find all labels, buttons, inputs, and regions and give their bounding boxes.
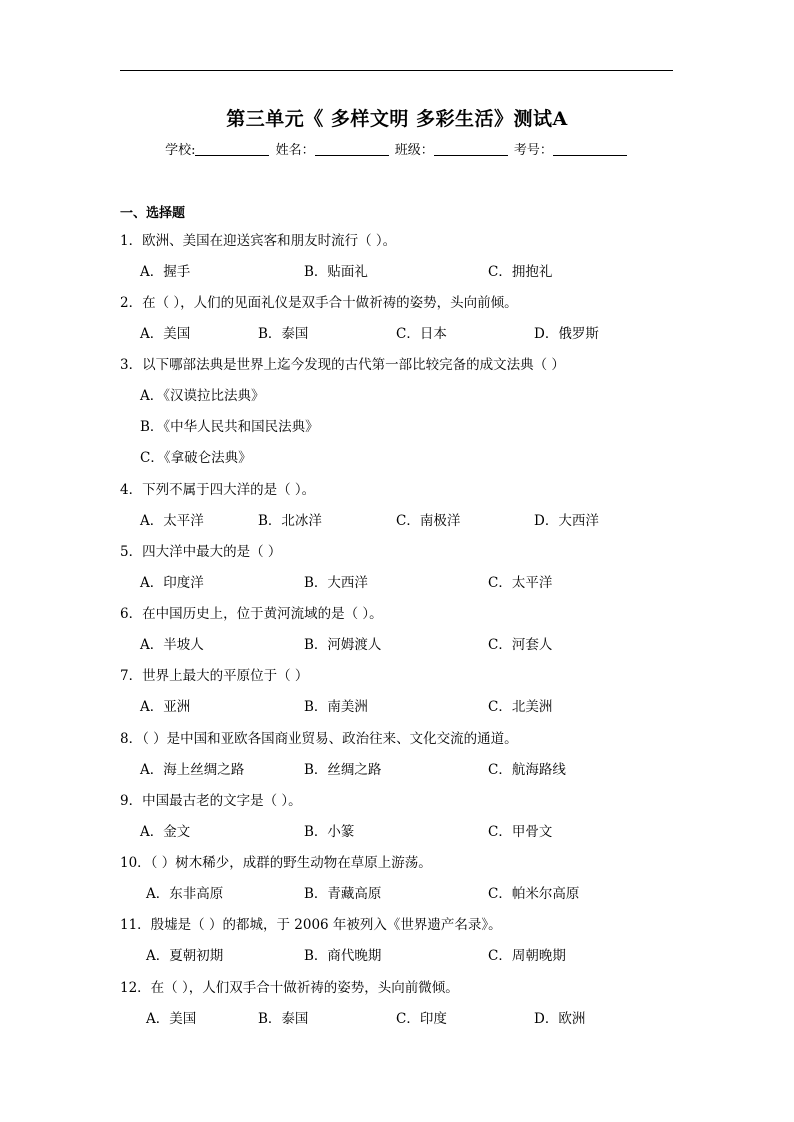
question-7: 7．世界上最大的平原位于（ ） xyxy=(120,668,309,684)
q5-option-a[interactable]: A．印度洋 xyxy=(140,575,204,591)
exam-no-label: 考号： xyxy=(513,143,553,158)
q6-option-a[interactable]: A．半坡人 xyxy=(140,637,204,653)
q7-option-b[interactable]: B．南美洲 xyxy=(304,699,368,715)
q4-option-a[interactable]: A．太平洋 xyxy=(140,513,204,529)
question-4: 4．下列不属于四大洋的是（ ）。 xyxy=(120,482,316,498)
q1-option-b[interactable]: B．贴面礼 xyxy=(304,264,368,280)
question-3: 3．以下哪部法典是世界上迄今发现的古代第一部比较完备的成文法典（ ） xyxy=(120,357,565,373)
name-label: 姓名： xyxy=(275,143,315,158)
q6-option-b[interactable]: B．河姆渡人 xyxy=(304,637,382,653)
school-blank[interactable] xyxy=(195,143,269,156)
question-9: 9．中国最古老的文字是（ ）。 xyxy=(120,793,302,809)
q4-option-d[interactable]: D．大西洋 xyxy=(534,513,599,529)
page-title: 第三单元《 多样文明 多彩生活》测试A xyxy=(226,108,568,130)
question-12: 12．在（ ），人们双手合十做祈祷的姿势，头向前微倾。 xyxy=(120,980,459,996)
q2-option-a[interactable]: A．美国 xyxy=(140,326,191,342)
q9-option-b[interactable]: B．小篆 xyxy=(304,824,355,840)
q6-option-c[interactable]: C．河套人 xyxy=(488,637,553,653)
q11-option-a[interactable]: A．夏朝初期 xyxy=(146,948,224,964)
q5-option-c[interactable]: C．太平洋 xyxy=(488,575,553,591)
q12-option-b[interactable]: B．泰国 xyxy=(258,1011,309,1027)
question-1: 1．欧洲、美国在迎送宾客和朋友时流行（ ）。 xyxy=(120,233,397,249)
q11-option-b[interactable]: B．商代晚期 xyxy=(304,948,382,964)
class-blank[interactable] xyxy=(434,143,508,156)
q2-option-b[interactable]: B．泰国 xyxy=(258,326,309,342)
q10-option-b[interactable]: B．青藏高原 xyxy=(304,886,382,902)
q7-option-a[interactable]: A．亚洲 xyxy=(140,699,191,715)
q3-option-c[interactable]: C．《拿破仑法典》 xyxy=(140,450,252,466)
q12-option-d[interactable]: D．欧洲 xyxy=(534,1011,586,1027)
question-2: 2．在（ ），人们的见面礼仪是双手合十做祈祷的姿势，头向前倾。 xyxy=(120,295,518,311)
q8-option-a[interactable]: A．海上丝绸之路 xyxy=(140,762,245,778)
q10-option-c[interactable]: C．帕米尔高原 xyxy=(488,886,580,902)
q8-option-c[interactable]: C．航海路线 xyxy=(488,762,566,778)
question-5: 5．四大洋中最大的是（ ） xyxy=(120,544,282,560)
name-blank[interactable] xyxy=(315,143,389,156)
school-label: 学校: xyxy=(165,143,196,158)
q12-option-a[interactable]: A．美国 xyxy=(146,1011,197,1027)
question-11: 11．殷墟是（ ）的都城，于 2006 年被列入《世界遗产名录》。 xyxy=(120,917,502,933)
q9-option-a[interactable]: A．金文 xyxy=(140,824,191,840)
q5-option-b[interactable]: B．大西洋 xyxy=(304,575,368,591)
q1-option-c[interactable]: C．拥抱礼 xyxy=(488,264,553,280)
q11-option-c[interactable]: C．周朝晚期 xyxy=(488,948,566,964)
q8-option-b[interactable]: B．丝绸之路 xyxy=(304,762,382,778)
student-info-line xyxy=(0,139,794,158)
q4-option-c[interactable]: C．南极洋 xyxy=(396,513,461,529)
question-8: 8．（ ）是中国和亚欧各国商业贸易、政治往来、文化交流的通道。 xyxy=(120,731,518,747)
exam-no-blank[interactable] xyxy=(553,143,627,156)
q3-option-b[interactable]: B．《中华人民共和国民法典》 xyxy=(140,419,319,435)
class-label: 班级： xyxy=(394,143,434,158)
q3-option-a[interactable]: A．《汉谟拉比法典》 xyxy=(140,388,265,404)
q4-option-b[interactable]: B．北冰洋 xyxy=(258,513,322,529)
q10-option-a[interactable]: A．东非高原 xyxy=(146,886,224,902)
section-heading: 一、选择题 xyxy=(120,206,186,221)
q9-option-c[interactable]: C．甲骨文 xyxy=(488,824,553,840)
q2-option-d[interactable]: D．俄罗斯 xyxy=(534,326,599,342)
question-6: 6．在中国历史上，位于黄河流域的是（ ）。 xyxy=(120,606,383,622)
q1-option-a[interactable]: A．握手 xyxy=(140,264,191,280)
header-rule xyxy=(120,70,673,71)
q7-option-c[interactable]: C．北美洲 xyxy=(488,699,553,715)
q2-option-c[interactable]: C．日本 xyxy=(396,326,447,342)
q12-option-c[interactable]: C．印度 xyxy=(396,1011,447,1027)
question-10: 10．（ ）树木稀少，成群的野生动物在草原上游荡。 xyxy=(120,855,432,871)
